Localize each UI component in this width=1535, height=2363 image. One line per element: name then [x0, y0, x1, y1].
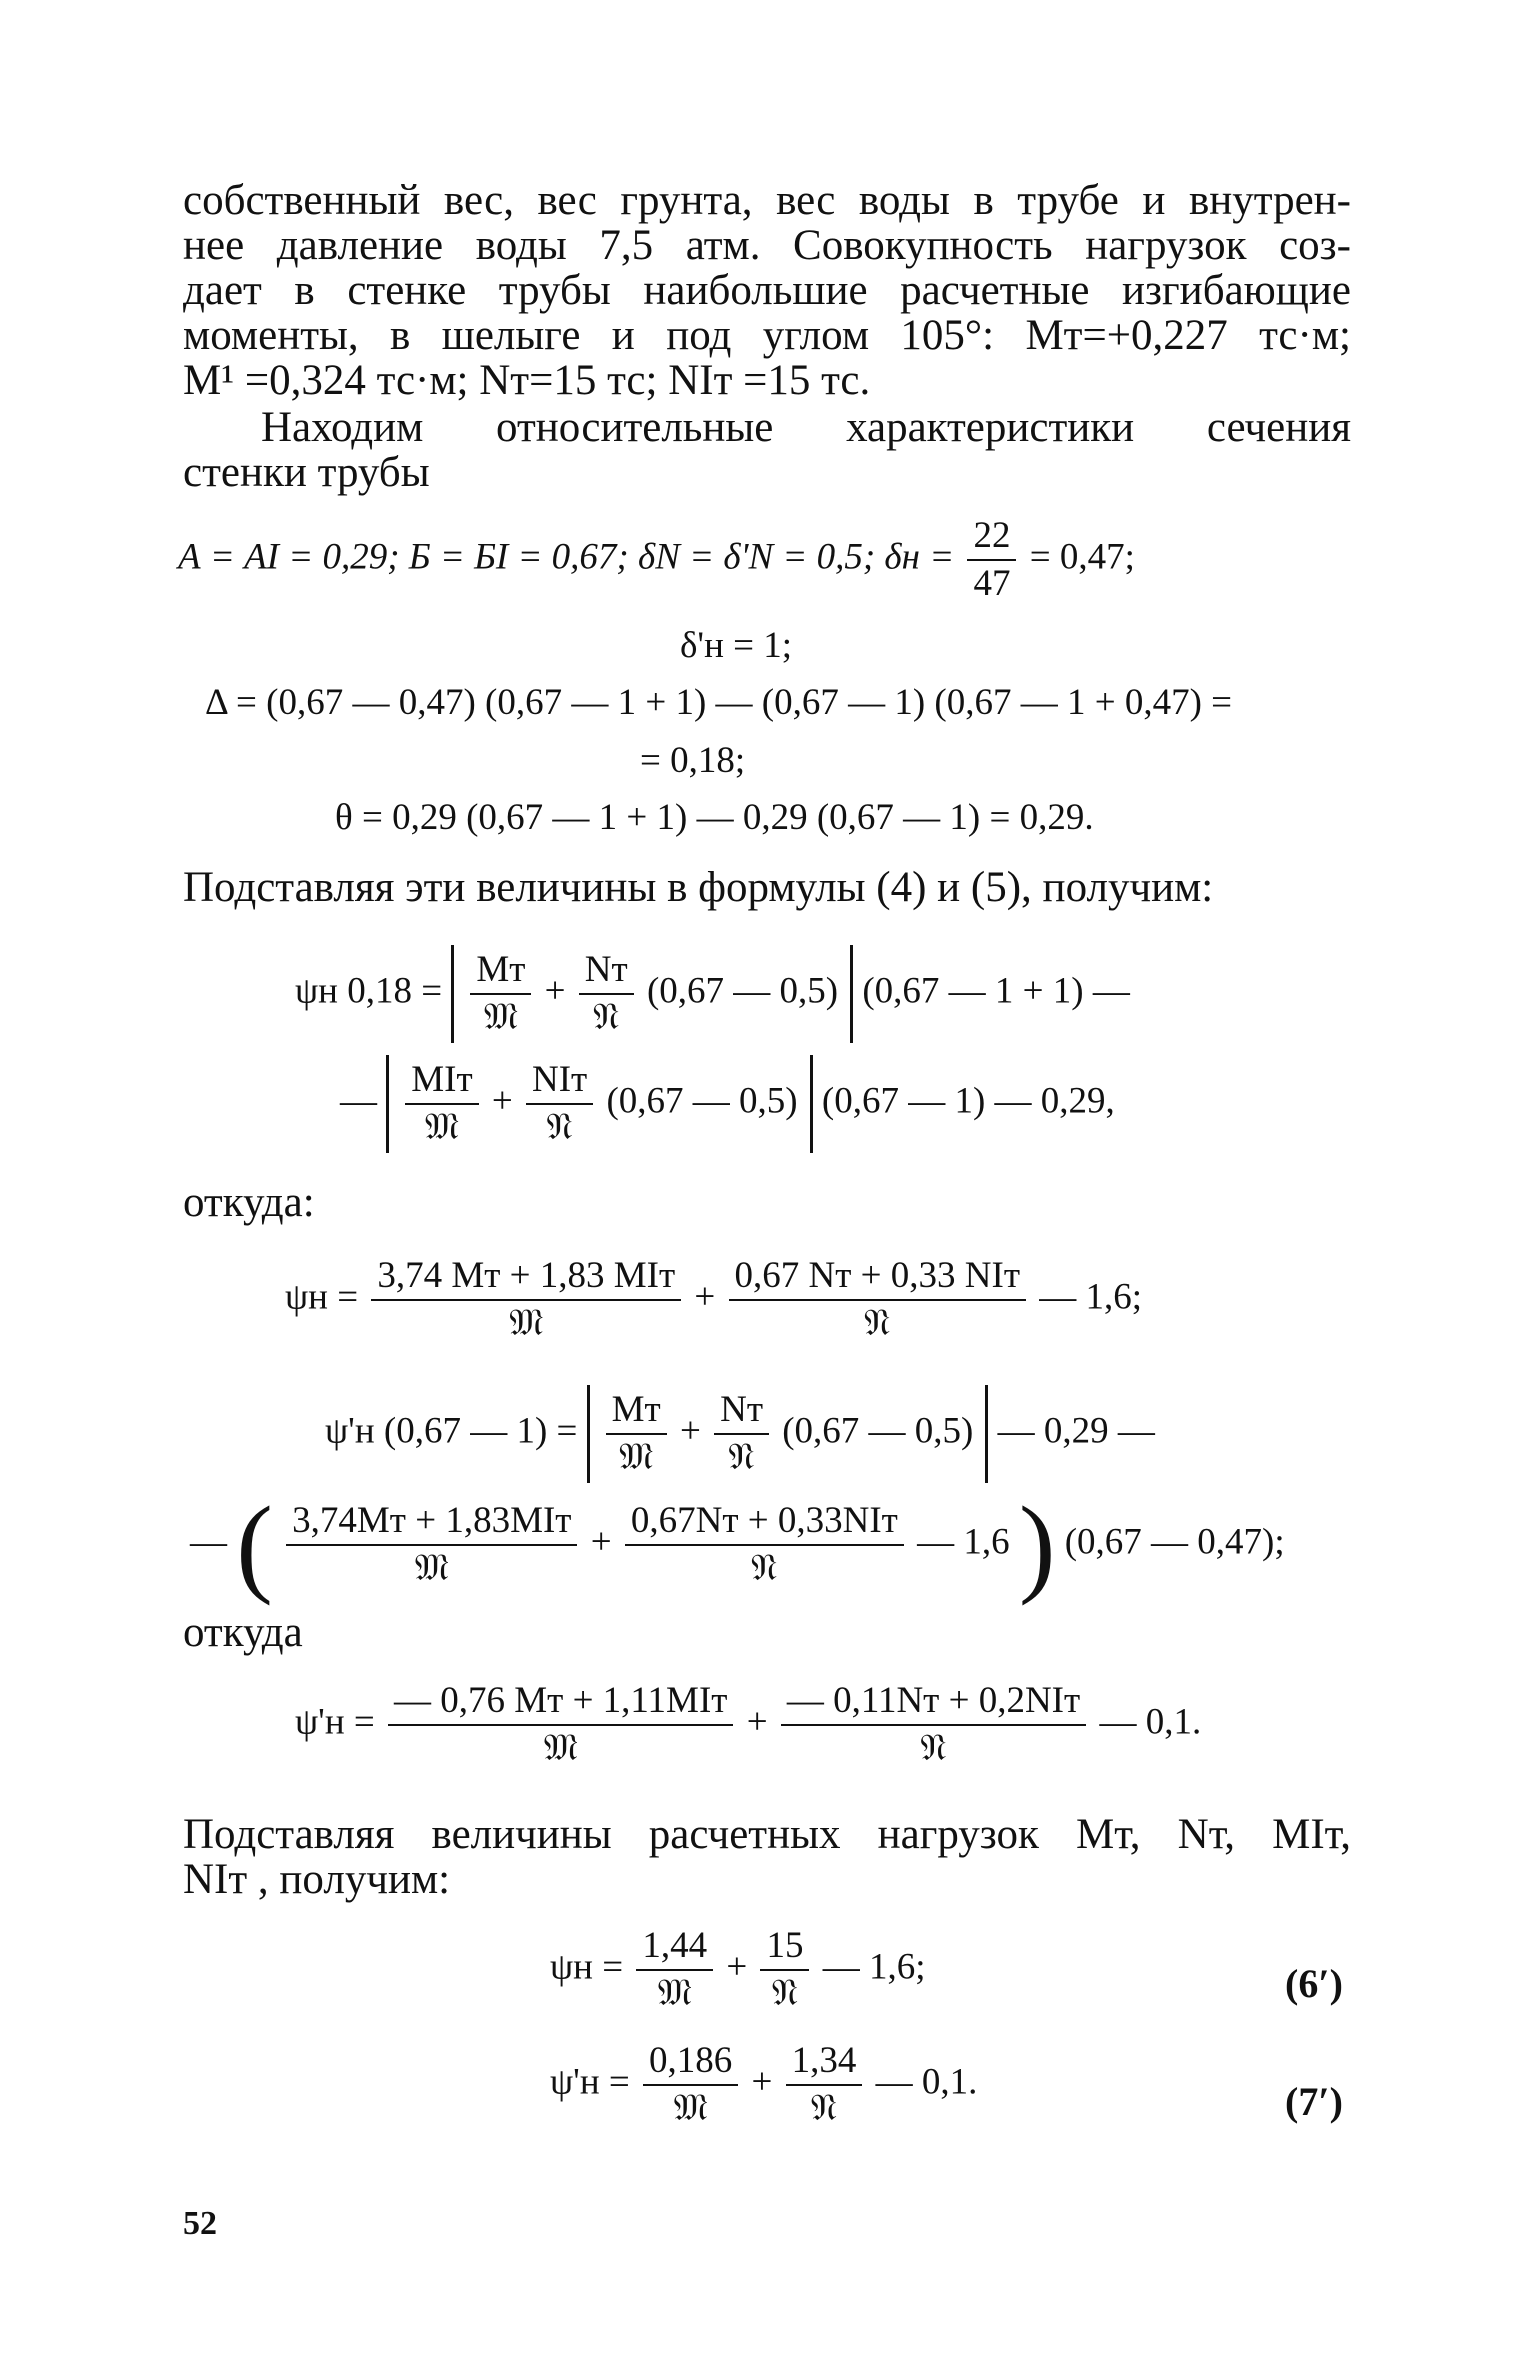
fraction-numerator: — 0,76 Мт + 1,11MIт — [388, 1680, 733, 1726]
text-line: Подставляя величины расчетных нагрузок Мт, Nт, MIт, — [183, 1811, 1351, 1858]
equation-7-prime — [550, 2040, 977, 2130]
fraction-numerator: 0,186 — [643, 2040, 738, 2086]
fraction-denominator: 𝔐 — [673, 2088, 708, 2129]
text-line: стенки трубы — [183, 449, 430, 496]
equation-psi-h-018-cont — [340, 1055, 1115, 1153]
fraction — [760, 1925, 809, 2015]
text-line: Подставляя эти величины в формулы (4) и (5), получим: — [183, 864, 1214, 911]
fraction — [786, 2040, 863, 2130]
equation-psi-h-prime — [295, 1680, 1201, 1770]
equation-psi-h-prime-lhs — [325, 1385, 1155, 1483]
equation-theta — [335, 797, 1094, 839]
text-line: NIт , получим: — [183, 1856, 451, 1903]
right-parenthesis: ) — [1018, 1484, 1056, 1606]
fraction-denominator: 𝔑 — [810, 2088, 838, 2129]
plus-sign: + — [679, 1410, 701, 1452]
equation-delta — [205, 682, 1232, 724]
paragraph-loads — [183, 178, 1351, 403]
word-otkuda: откуда — [183, 1609, 303, 1656]
fraction-denominator: 𝔐 — [424, 1107, 459, 1148]
equation-number: (6′) — [1285, 1961, 1343, 2006]
fraction-denominator: 𝔑 — [593, 997, 620, 1038]
plus-sign: + — [544, 970, 566, 1012]
fraction — [286, 1500, 577, 1590]
equation-coefficients — [178, 515, 1135, 605]
text-line: моменты, в шелыге и под углом 105°: Мт=+0,227 тс·м; — [183, 312, 1351, 359]
fraction-denominator: 𝔑 — [546, 1107, 573, 1148]
fraction-numerator: 0,67 Nт + 0,33 NIт — [729, 1255, 1026, 1301]
equation-psi-h — [285, 1255, 1142, 1345]
equation-text: = 0,18; — [640, 740, 746, 781]
equation-6-prime — [550, 1925, 926, 2015]
equation-text: (0,67 — 0,5) — [646, 970, 839, 1012]
plus-sign: + — [694, 1276, 716, 1318]
equation-text: ψ'н = — [295, 1701, 375, 1743]
fraction — [636, 1925, 713, 2015]
plus-sign: + — [751, 2061, 773, 2103]
fraction-numerator: MIт — [405, 1059, 478, 1105]
equation-text: — — [340, 1080, 377, 1122]
fraction-numerator: 1,34 — [786, 2040, 863, 2086]
fraction-numerator: — 0,11Nт + 0,2NIт — [781, 1680, 1086, 1726]
equation-text: (0,67 — 0,5) — [606, 1080, 798, 1122]
equation-text: — 0,1. — [875, 2061, 978, 2103]
equation-delta-result — [640, 740, 745, 782]
equation-text: ψ'н (0,67 — 1) = — [325, 1410, 578, 1452]
equation-text: — 1,6 — [917, 1521, 1010, 1563]
word-otkuda: откуда: — [183, 1179, 315, 1226]
fraction-denominator: 𝔐 — [509, 1303, 544, 1344]
paragraph-substitute — [183, 865, 1351, 910]
left-parenthesis: ( — [236, 1484, 273, 1606]
equation-psi-h-018 — [295, 945, 1130, 1043]
equation-delta-h — [680, 625, 792, 667]
plus-sign: + — [491, 1080, 513, 1122]
fraction-denominator: 𝔐 — [657, 1973, 692, 2014]
text-line: нее давление воды 7,5 атм. Совокупность нагрузок соз- — [183, 222, 1351, 269]
fraction-denominator: 47 — [973, 563, 1011, 604]
square-bracket-group — [451, 945, 853, 1043]
square-bracket-group — [386, 1055, 812, 1153]
fraction — [714, 1389, 769, 1479]
equation-text: ψ'н = — [550, 2061, 630, 2103]
equation-text: ψн 0,18 = — [295, 970, 443, 1012]
fraction-numerator: Мт — [470, 949, 531, 995]
fraction-denominator: 𝔐 — [543, 1728, 578, 1769]
paragraph-find-characteristics — [183, 405, 1351, 495]
fraction-denominator: 𝔑 — [864, 1303, 891, 1344]
equation-text: = 0,47; — [1029, 536, 1135, 578]
fraction-numerator: NIт — [526, 1059, 593, 1105]
equation-text: ψн = — [550, 1946, 624, 1988]
equation-text: — 0,29 — — [997, 1410, 1155, 1452]
equation-text: δ'н = 1; — [680, 625, 793, 666]
text-line: собственный вес, вес грунта, вес воды в трубе и внутрен- — [183, 177, 1351, 224]
equation-text: (0,67 — 1 + 1) — — [862, 970, 1130, 1012]
fraction-numerator: 15 — [760, 1925, 809, 1971]
plus-sign: + — [590, 1521, 612, 1563]
fraction — [388, 1680, 733, 1770]
text-line: дает в стенке трубы наибольшие расчетные изгибающие — [183, 267, 1351, 314]
fraction-numerator: 0,67Nт + 0,33NIт — [625, 1500, 904, 1546]
fraction-numerator: 22 — [967, 515, 1016, 561]
square-bracket-group — [587, 1385, 989, 1483]
paragraph-substitute-loads — [183, 1812, 1351, 1902]
equation-text: Δ = (0,67 — 0,47) (0,67 — 1 + 1) — (0,67 — 1) (0,67 — 1 + 0,47) = — [205, 682, 1233, 723]
equation-text: (0,67 — 0,5) — [782, 1410, 974, 1452]
plus-sign: + — [726, 1946, 748, 1988]
fraction-numerator: 3,74 Мт + 1,83 MIт — [371, 1255, 681, 1301]
fraction-denominator: 𝔐 — [414, 1548, 449, 1589]
fraction-denominator: 𝔑 — [920, 1728, 947, 1769]
equation-text: — 0,1. — [1099, 1701, 1202, 1743]
fraction — [643, 2040, 738, 2130]
equation-text: (0,67 — 0,47); — [1064, 1521, 1285, 1563]
fraction — [606, 1389, 667, 1479]
equation-text: — 1,6; — [822, 1946, 926, 1988]
fraction-denominator: 𝔐 — [619, 1437, 654, 1478]
equation-text: А = АI = 0,29; Б = БI = 0,67; δN = δ'N = 0,5; δн = — [178, 536, 955, 578]
fraction-denominator: 𝔑 — [728, 1437, 755, 1478]
plus-sign: + — [746, 1701, 768, 1743]
fraction-numerator: Мт — [606, 1389, 667, 1435]
fraction-denominator: 𝔐 — [483, 997, 518, 1038]
page-number: 52 — [183, 2205, 217, 2242]
fraction — [729, 1255, 1026, 1345]
fraction — [625, 1500, 904, 1590]
fraction-numerator: 1,44 — [636, 1925, 713, 1971]
equation-text: (0,67 — 1) — 0,29, — [821, 1080, 1115, 1122]
fraction-numerator: 3,74Мт + 1,83MIт — [286, 1500, 577, 1546]
equation-text: ψн = — [285, 1276, 359, 1318]
fraction-numerator: Nт — [714, 1389, 769, 1435]
fraction-denominator: 𝔑 — [751, 1548, 778, 1589]
fraction-numerator: Nт — [579, 949, 634, 995]
fraction — [371, 1255, 681, 1345]
text-line: М¹ =0,324 тс·м; Nт=15 тс; NIт =15 тс. — [183, 357, 871, 404]
equation-psi-h-prime-rhs — [190, 1484, 1285, 1606]
equation-text: — 1,6; — [1039, 1276, 1143, 1318]
fraction — [781, 1680, 1086, 1770]
fraction — [967, 515, 1016, 605]
fraction — [470, 949, 531, 1039]
fraction — [579, 949, 634, 1039]
text-line: Находим относительные характеристики сечения — [261, 404, 1351, 451]
fraction-denominator: 𝔑 — [771, 1973, 799, 2014]
fraction — [526, 1059, 593, 1149]
equation-text: θ = 0,29 (0,67 — 1 + 1) — 0,29 (0,67 — 1) = 0,29. — [335, 797, 1094, 838]
equation-text: — — [190, 1521, 227, 1563]
fraction — [405, 1059, 478, 1149]
equation-number: (7′) — [1285, 2079, 1343, 2124]
